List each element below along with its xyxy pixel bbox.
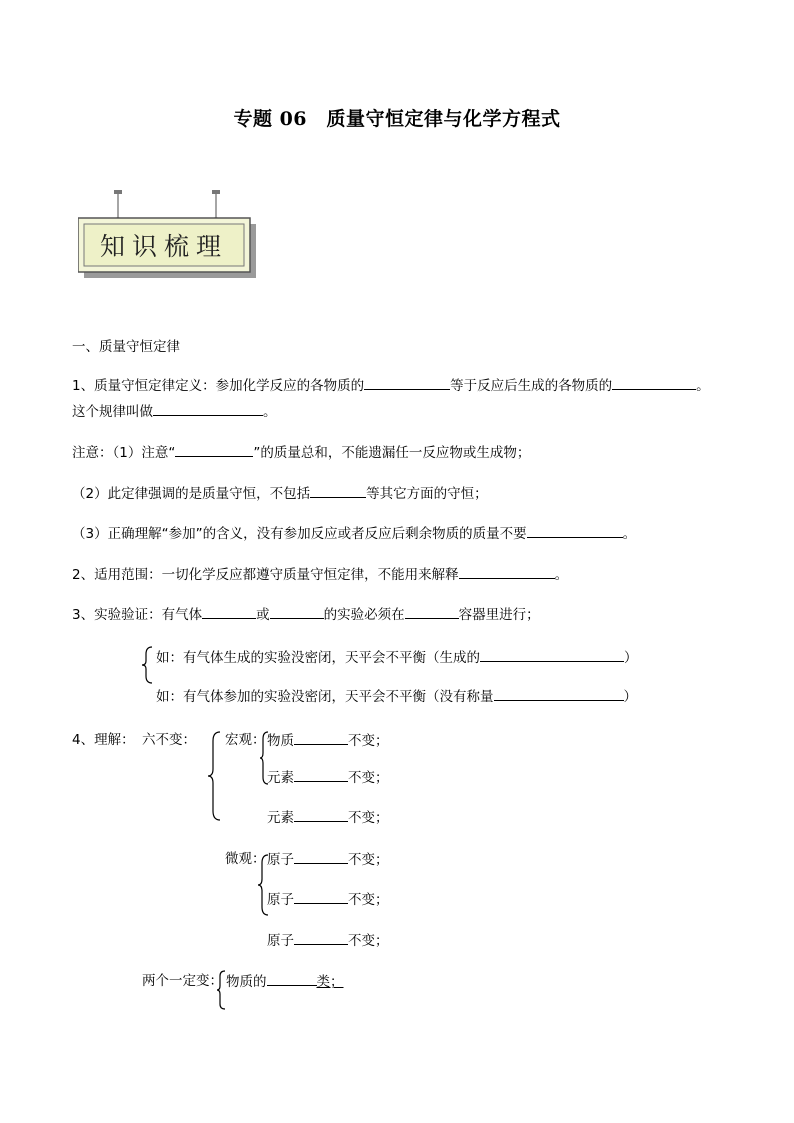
six-unchanged-label: 六不变：	[142, 732, 196, 748]
fill-blank[interactable]	[267, 972, 317, 986]
understanding-label: 4、理解：	[72, 732, 135, 748]
text: 等于反应后生成的各物质的	[450, 378, 613, 394]
note-1	[72, 443, 530, 462]
text: 。	[622, 526, 637, 542]
fill-blank[interactable]	[294, 768, 348, 782]
fill-blank[interactable]	[202, 605, 256, 619]
text: 1、质量守恒定律定义：参加化学反应的各物质的	[72, 378, 365, 394]
fill-blank[interactable]	[405, 605, 459, 619]
fill-blank[interactable]	[480, 648, 624, 662]
text: 容器里进行；	[458, 607, 540, 623]
text: 。	[263, 404, 277, 420]
text: 这个规律叫做	[72, 404, 153, 420]
text: 不变；	[348, 933, 389, 949]
fill-blank[interactable]	[153, 402, 263, 416]
fill-blank[interactable]	[459, 565, 555, 579]
text: 如：有气体生成的实验没密闭，天平会不平衡（生成的	[156, 650, 480, 666]
definition-line	[72, 376, 710, 395]
banner-label: 知识梳理	[99, 232, 228, 261]
text: 或	[256, 607, 270, 623]
note-3	[72, 524, 636, 543]
text: 3、实验验证：有气体	[72, 607, 203, 623]
text: 。	[696, 378, 710, 394]
page-title: 专题 06 质量守恒定律与化学方程式	[233, 108, 561, 130]
text: 元素	[267, 770, 294, 786]
micro-label: 微观：	[225, 851, 266, 867]
text: 类；	[316, 974, 344, 990]
text: 不变；	[348, 770, 389, 786]
example-2	[156, 687, 637, 706]
macro-row	[267, 808, 389, 827]
fill-blank[interactable]	[612, 376, 696, 390]
definition-line-2	[72, 402, 277, 421]
verification-line	[72, 605, 540, 624]
text: 元素	[267, 810, 294, 826]
scope-line	[72, 565, 568, 584]
text: ）	[623, 689, 637, 705]
fill-blank[interactable]	[294, 731, 348, 745]
text: 的实验必须在	[323, 607, 405, 623]
macro-row	[267, 768, 389, 787]
two-changes-row	[226, 972, 344, 991]
text: 如：有气体参加的实验没密闭，天平会不平衡（没有称量	[156, 689, 494, 705]
text: ”的质量总和，不能遗漏任一反应物或生成物；	[253, 445, 531, 461]
text: 不变；	[348, 810, 389, 826]
example-brace-icon	[140, 646, 154, 684]
micro-row	[267, 850, 389, 869]
fill-blank[interactable]	[294, 850, 348, 864]
text: 不变；	[348, 733, 389, 749]
text: ）	[624, 650, 638, 666]
micro-row	[267, 890, 389, 909]
text: （2）此定律强调的是质量守恒，不包括	[72, 486, 311, 502]
fill-blank[interactable]	[270, 605, 324, 619]
text: 不变；	[348, 892, 389, 908]
macro-row	[267, 731, 389, 750]
micro-row	[267, 931, 389, 950]
fill-blank[interactable]	[294, 808, 348, 822]
text: 原子	[267, 892, 294, 908]
text: 物质	[267, 733, 294, 749]
text: 不变；	[348, 852, 389, 868]
fill-blank[interactable]	[494, 687, 624, 701]
text: 2、适用范围：一切化学反应都遵守质量守恒定律，不能用来解释	[72, 567, 459, 583]
text: 注意：（1）注意“	[72, 445, 176, 461]
text: 。	[554, 567, 569, 583]
text: 等其它方面的守恒；	[366, 486, 488, 502]
six-unchanged-brace-icon	[206, 731, 222, 821]
fill-blank[interactable]	[294, 931, 348, 945]
section-heading: 一、质量守恒定律	[72, 339, 180, 355]
fill-blank[interactable]	[364, 376, 450, 390]
text: （3）正确理解“参加”的含义，没有参加反应或者反应后剩余物质的质量不要	[72, 526, 527, 542]
two-changes-brace-icon	[216, 970, 226, 1010]
note-2	[72, 484, 488, 503]
text: 原子	[267, 852, 294, 868]
fill-blank[interactable]	[175, 443, 253, 457]
macro-label: 宏观：	[225, 732, 266, 748]
fill-blank[interactable]	[310, 484, 366, 498]
two-changes-label: 两个一定变：	[142, 973, 223, 989]
fill-blank[interactable]	[527, 524, 623, 538]
example-1	[156, 648, 638, 667]
text: 原子	[267, 933, 294, 949]
text: 物质的	[226, 974, 267, 990]
fill-blank[interactable]	[294, 890, 348, 904]
